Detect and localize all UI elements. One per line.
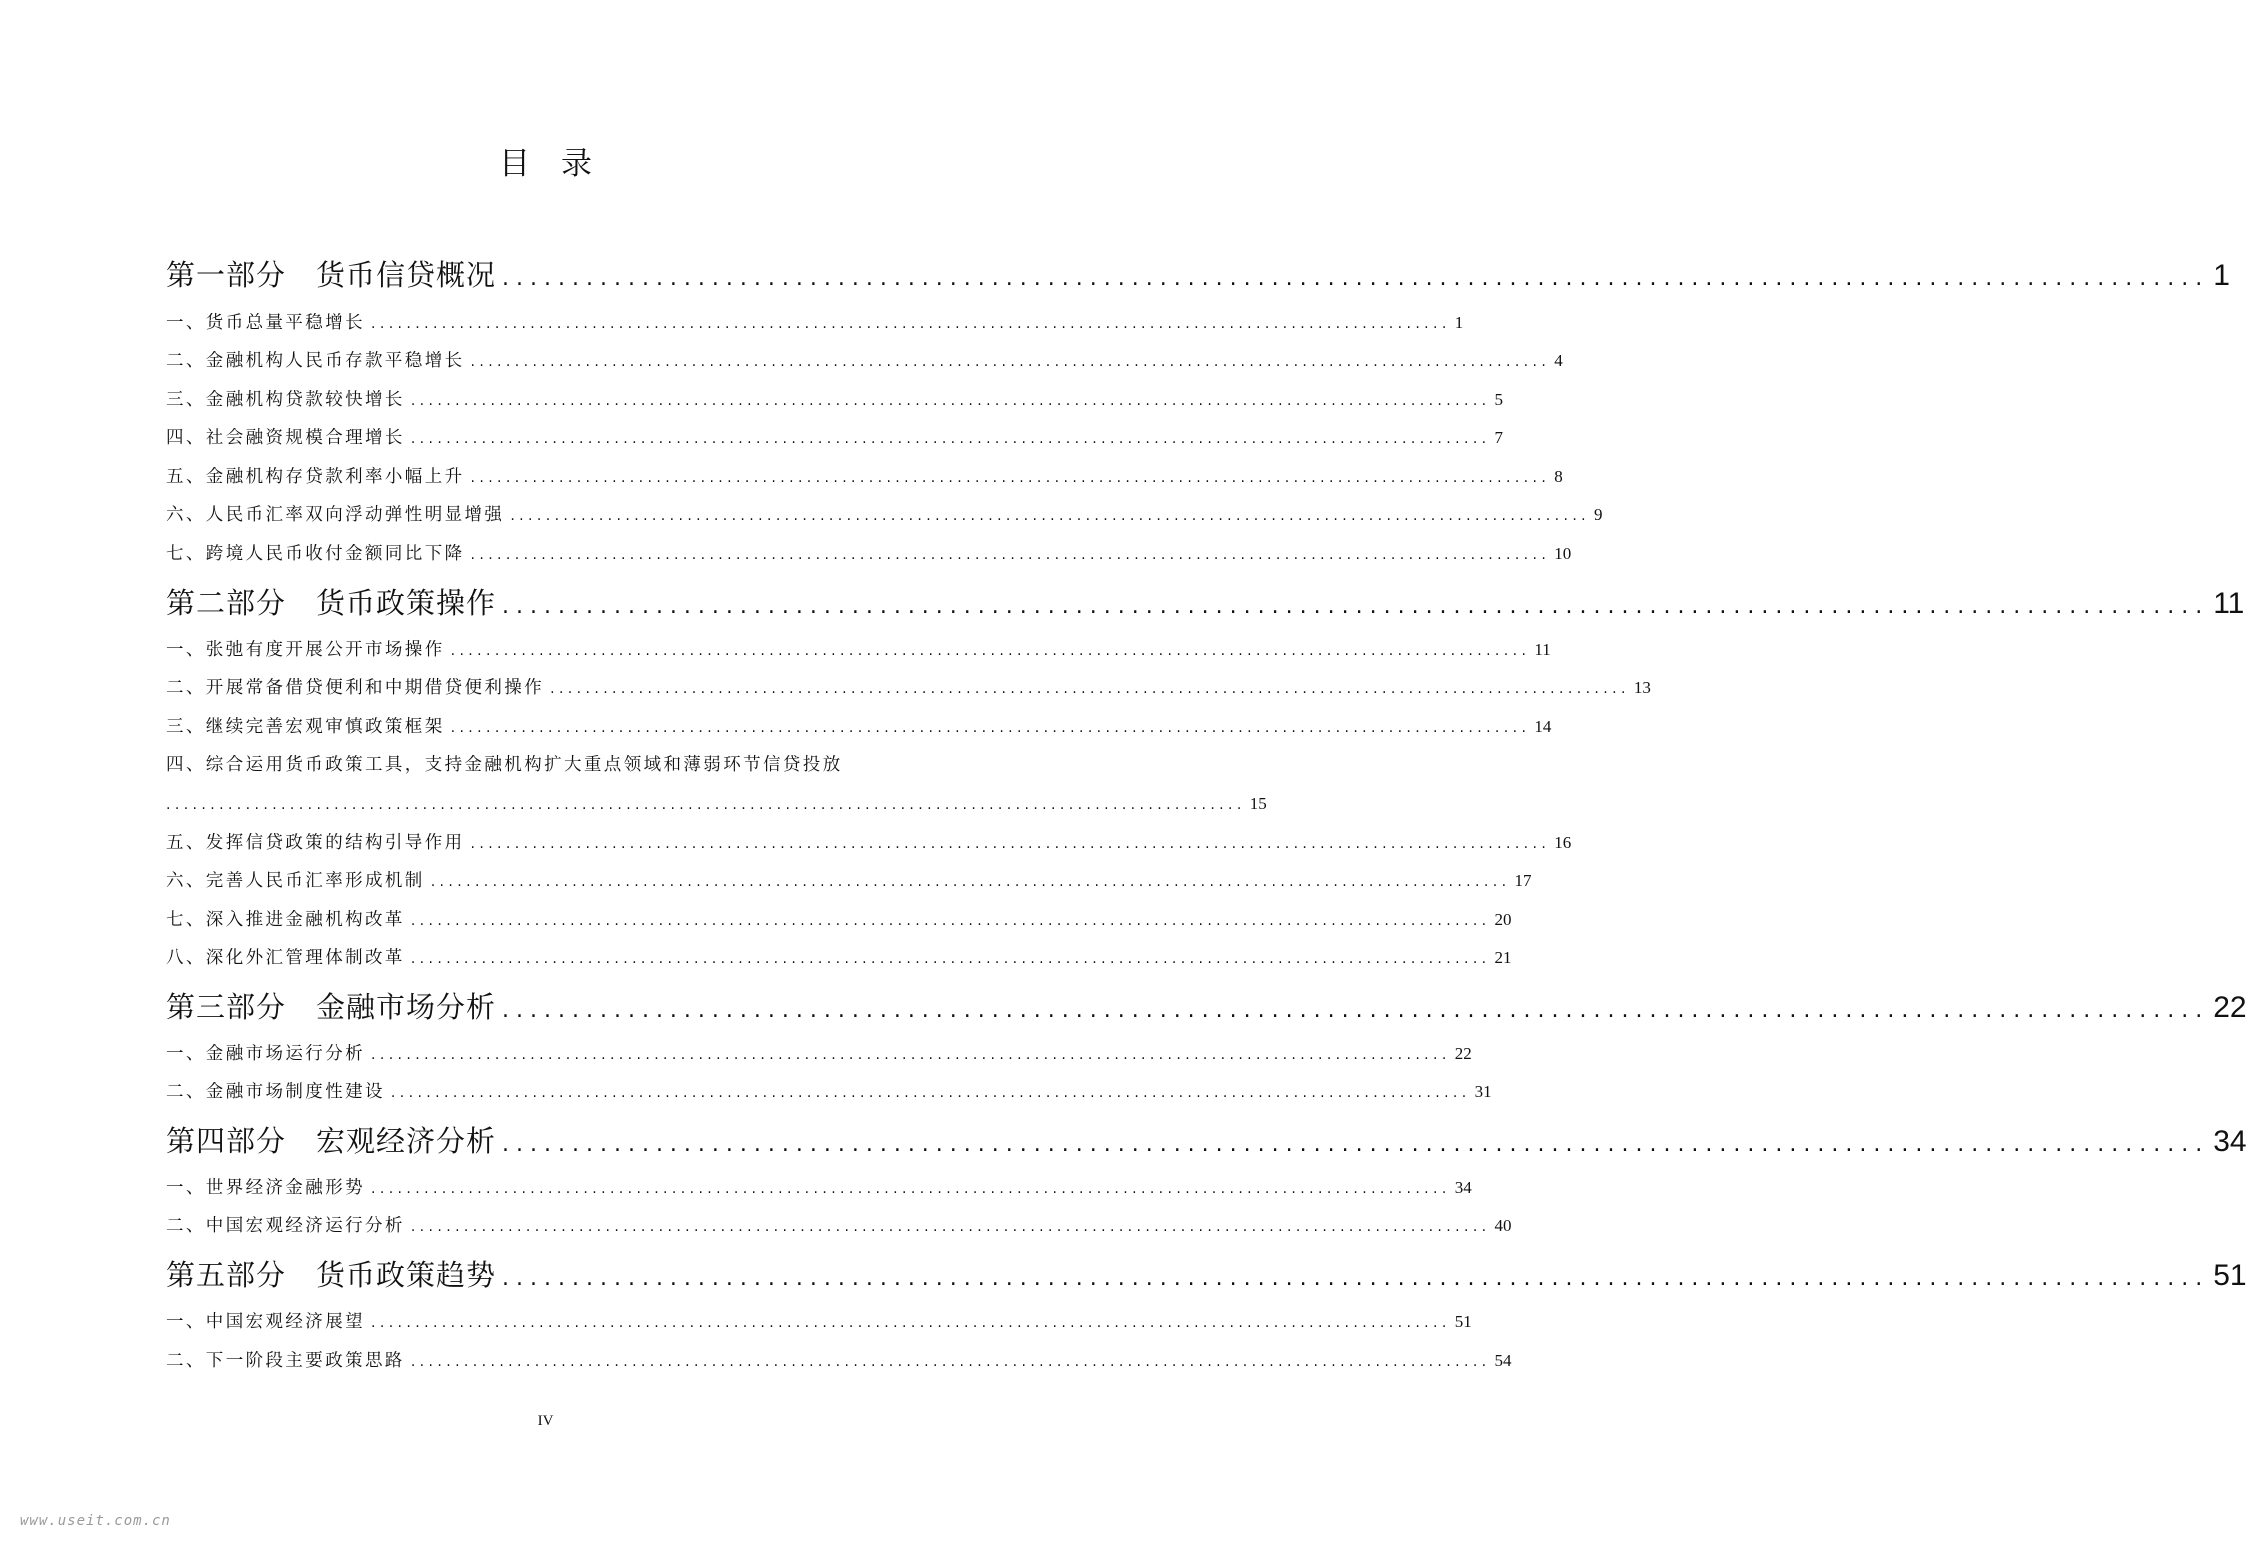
dot-leader: .......................................................................................................................... <box>371 1047 1451 1063</box>
toc-part-1[interactable] <box>166 255 2230 295</box>
dot-leader: .......................................................................................................................... <box>410 393 1491 409</box>
toc-section[interactable] <box>166 1213 1512 1239</box>
dot-leader: .......................................................................................................................... <box>410 431 1491 447</box>
toc-page-number: 20 <box>1494 910 1512 929</box>
toc-part-label: 第五部分 货币政策趋势 <box>166 1258 497 1292</box>
page-title: 目 录 <box>499 146 592 182</box>
toc-page-number: 9 <box>1594 505 1603 524</box>
page-number: IV <box>537 1413 554 1429</box>
toc-section-label: 五、发挥信贷政策的结构引导作用 <box>166 833 465 853</box>
dot-leader: .......................................................................................................................... <box>371 1181 1451 1197</box>
toc-part-2[interactable] <box>166 583 2245 623</box>
toc-section[interactable] <box>166 945 1512 971</box>
dot-leader: .......................................................................................................................... <box>510 508 1591 524</box>
toc-section-label: 三、继续完善宏观审慎政策框架 <box>166 717 445 737</box>
toc-section[interactable] <box>166 348 1563 374</box>
dot-leader: .......................................................................................................................... <box>502 594 2210 619</box>
toc-section-label: 二、金融机构人民币存款平稳增长 <box>166 351 465 371</box>
toc-section[interactable] <box>166 310 1464 336</box>
dot-leader: .......................................................................................................................... <box>470 470 1551 486</box>
toc-section[interactable] <box>166 714 1552 740</box>
dot-leader: .......................................................................................................................... <box>166 797 1246 813</box>
toc-section[interactable] <box>166 1348 1512 1374</box>
toc-section[interactable] <box>166 1309 1472 1335</box>
toc-page-number: 1 <box>2213 259 2230 292</box>
toc-page-number: 4 <box>1554 351 1563 370</box>
toc-section-label: 一、世界经济金融形势 <box>166 1178 365 1198</box>
toc-section-label: 四、社会融资规模合理增长 <box>166 428 405 448</box>
toc-page-number: 21 <box>1494 948 1512 967</box>
dot-leader: .......................................................................................................................... <box>371 316 1451 332</box>
dot-leader: .......................................................................................................................... <box>470 354 1551 370</box>
dot-leader: .......................................................................................................................... <box>430 874 1511 890</box>
toc-section-wrapped[interactable] <box>166 752 926 778</box>
toc-page-number: 1 <box>1454 313 1464 332</box>
toc-page-number: 15 <box>1249 794 1267 813</box>
toc-part-5[interactable] <box>166 1255 2247 1295</box>
toc-section-label: 二、下一阶段主要政策思路 <box>166 1351 405 1371</box>
toc-page-number: 17 <box>1514 871 1532 890</box>
toc-part-label: 第二部分 货币政策操作 <box>166 586 497 620</box>
dot-leader: .......................................................................................................................... <box>410 1219 1491 1235</box>
dot-leader: .......................................................................................................................... <box>450 643 1531 659</box>
toc-part-label: 第四部分 宏观经济分析 <box>166 1124 497 1158</box>
toc-section[interactable] <box>166 1175 1472 1201</box>
toc-section[interactable] <box>166 907 1512 933</box>
toc-section-label: 一、中国宏观经济展望 <box>166 1312 365 1332</box>
dot-leader: .......................................................................................................................... <box>470 547 1551 563</box>
dot-leader: .......................................................................................................................... <box>410 951 1491 967</box>
toc-page-number: 22 <box>1454 1044 1472 1063</box>
toc-section[interactable] <box>166 425 1504 451</box>
toc-page-number: 5 <box>1494 390 1504 409</box>
dot-leader: .......................................................................................................................... <box>470 836 1551 852</box>
toc-page-number: 51 <box>1454 1312 1472 1331</box>
dot-leader: .......................................................................................................................... <box>502 998 2210 1023</box>
toc-section-label: 四、综合运用货币政策工具，支持金融机构扩大重点领域和薄弱环节信贷投放 <box>166 755 843 775</box>
toc-page-number: 10 <box>1554 544 1572 563</box>
toc-section-label: 二、开展常备借贷便利和中期借贷便利操作 <box>166 678 545 698</box>
toc-part-4[interactable] <box>166 1121 2247 1161</box>
toc-page-number: 16 <box>1554 833 1572 852</box>
dot-leader: .......................................................................................................................... <box>410 913 1491 929</box>
watermark: www.useit.com.cn <box>20 1513 171 1529</box>
dot-leader: .......................................................................................................................... <box>410 1354 1491 1370</box>
toc-section-label: 六、完善人民币汇率形成机制 <box>166 871 425 891</box>
toc-page-number: 34 <box>2213 1125 2247 1158</box>
dot-leader: .......................................................................................................................... <box>450 720 1531 736</box>
toc-section[interactable] <box>166 502 1603 528</box>
toc-page-number: 34 <box>1454 1178 1472 1197</box>
toc-section[interactable] <box>166 387 1504 413</box>
toc-section[interactable] <box>166 1079 1492 1105</box>
toc-page-number: 40 <box>1494 1216 1512 1235</box>
toc-section[interactable] <box>166 868 1532 894</box>
dot-leader: .......................................................................................................................... <box>390 1085 1471 1101</box>
toc-page-number: 31 <box>1474 1082 1492 1101</box>
toc-section-label: 二、金融市场制度性建设 <box>166 1082 385 1102</box>
toc-page-number: 54 <box>1494 1351 1512 1370</box>
dot-leader: .......................................................................................................................... <box>371 1315 1451 1331</box>
dot-leader: .......................................................................................................................... <box>502 266 2210 291</box>
toc-part-label: 第三部分 金融市场分析 <box>166 990 497 1024</box>
toc-page-number: 51 <box>2213 1259 2247 1292</box>
toc-section-label: 一、张弛有度开展公开市场操作 <box>166 640 445 660</box>
toc-page-number: 11 <box>1534 640 1551 659</box>
toc-page-number: 13 <box>1633 678 1651 697</box>
toc-page-number: 7 <box>1494 428 1504 447</box>
toc-section-continuation[interactable] <box>166 791 1267 817</box>
toc-section-label: 六、人民币汇率双向浮动弹性明显增强 <box>166 505 505 525</box>
toc-section-label: 一、金融市场运行分析 <box>166 1044 365 1064</box>
toc-page-number: 11 <box>2213 587 2245 620</box>
toc-section[interactable] <box>166 464 1563 490</box>
toc-part-3[interactable] <box>166 987 2247 1027</box>
toc-page-number: 22 <box>2213 991 2247 1024</box>
toc-section-label: 七、跨境人民币收付金额同比下降 <box>166 544 465 564</box>
toc-section-label: 五、金融机构存贷款利率小幅上升 <box>166 467 465 487</box>
toc-section-label: 八、深化外汇管理体制改革 <box>166 948 405 968</box>
dot-leader: .......................................................................................................................... <box>502 1132 2210 1157</box>
toc-section[interactable] <box>166 637 1551 663</box>
toc-section-label: 三、金融机构贷款较快增长 <box>166 390 405 410</box>
toc-section[interactable] <box>166 830 1572 856</box>
dot-leader: .......................................................................................................................... <box>502 1266 2210 1291</box>
toc-section[interactable] <box>166 1041 1472 1067</box>
toc-section-label: 七、深入推进金融机构改革 <box>166 910 405 930</box>
toc-page-number: 14 <box>1534 717 1552 736</box>
toc-section[interactable] <box>166 541 1572 567</box>
toc-section-label: 一、货币总量平稳增长 <box>166 313 365 333</box>
toc-page-number: 8 <box>1554 467 1563 486</box>
toc-part-label: 第一部分 货币信贷概况 <box>166 258 497 292</box>
dot-leader: .......................................................................................................................... <box>550 681 1630 697</box>
toc-section-label: 二、中国宏观经济运行分析 <box>166 1216 405 1236</box>
toc-section[interactable] <box>166 675 1651 701</box>
